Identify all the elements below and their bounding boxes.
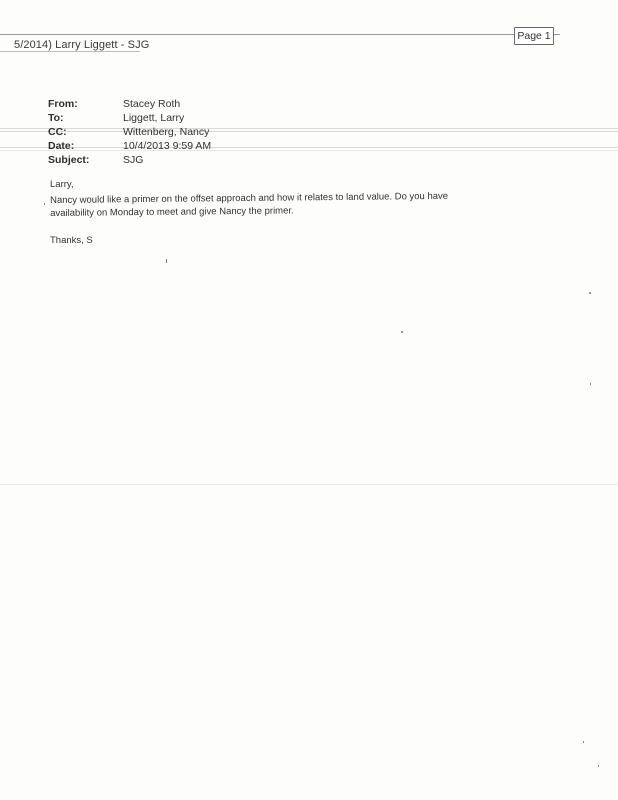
email-message: Nancy would like a primer on the offset approach and how it relates to land value. Do you have availability on Monday to meet and give Nancy the primer. bbox=[50, 190, 449, 219]
date-label: Date: bbox=[48, 140, 75, 152]
cc-value: Wittenberg, Nancy bbox=[123, 126, 210, 138]
cc-label: CC: bbox=[48, 126, 67, 138]
to-value: Liggett, Larry bbox=[123, 112, 185, 124]
header-rule bbox=[0, 34, 560, 35]
date-value: 10/4/2013 9:59 AM bbox=[123, 140, 212, 152]
from-value: Stacey Roth bbox=[123, 98, 181, 110]
scan-speck bbox=[44, 203, 45, 205]
to-label: To: bbox=[48, 112, 64, 124]
print-header-title: 5/2014) Larry Liggett - SJG bbox=[14, 39, 150, 51]
header-underline bbox=[0, 51, 140, 52]
subject-value: SJG bbox=[123, 154, 144, 166]
page-number-box: Page 1 bbox=[514, 27, 554, 45]
scan-streak bbox=[0, 484, 618, 485]
scan-speck bbox=[166, 259, 167, 263]
scan-speck bbox=[583, 741, 584, 743]
scan-speck bbox=[598, 765, 599, 767]
email-greeting: Larry, bbox=[50, 179, 74, 190]
from-label: From: bbox=[48, 98, 78, 110]
email-signoff: Thanks, S bbox=[50, 235, 93, 246]
scan-speck bbox=[401, 331, 403, 333]
scan-speck bbox=[590, 383, 591, 385]
scan-speck bbox=[589, 292, 591, 294]
subject-label: Subject: bbox=[48, 154, 90, 166]
